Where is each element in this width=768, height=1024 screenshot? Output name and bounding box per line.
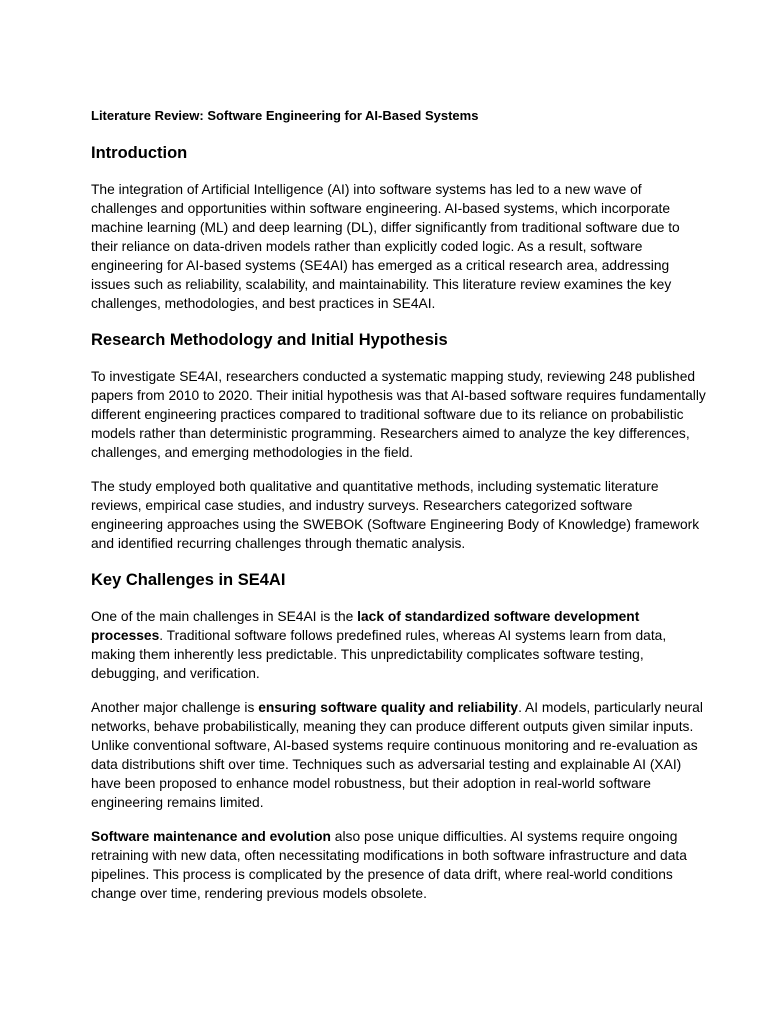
section-challenges xyxy=(91,569,708,903)
challenges-paragraph-3 xyxy=(91,827,708,903)
challenges-paragraph-1 xyxy=(91,607,708,683)
section-heading-challenges: Key Challenges in SE4AI xyxy=(91,571,286,589)
methodology-paragraph-1: To investigate SE4AI, researchers conducted a systematic mapping study, reviewing 248 published papers from 2010 to 2020. Their initial hypothesis was that AI-based software requires fundamentally different engineering practices compared to traditional software due to its reliance on probabilistic models rather than deterministic programming. Researchers aimed to analyze the key differences, challenges, and emerging methodologies in the field. xyxy=(91,369,706,460)
methodology-paragraph-2: The study employed both qualitative and quantitative methods, including systematic literature reviews, empirical case studies, and industry surveys. Researchers categorized software engineering approaches using the SWEBOK (Software Engineering Body of Knowledge) framework and identified recurring challenges through thematic analysis. xyxy=(91,479,700,551)
section-heading-introduction: Introduction xyxy=(91,144,188,162)
paragraph-text: also pose unique difficulties. AI systems require ongoing retraining with new data, often necessitating modifications in both software infrastructure and data pipelines. This process is complicated by the presence of data drift, where real-world conditions change over time, rendering previous models obsolete. xyxy=(91,829,687,901)
introduction-paragraph: The integration of Artificial Intelligence (AI) into software systems has led to a new wave of challenges and opportunities within software engineering. AI-based systems, which incorporate machine learning (ML) and deep learning (DL), differ significantly from traditional software due to their reliance on data-driven models rather than explicitly coded logic. As a result, software engineering for AI-based systems (SE4AI) has emerged as a critical research area, addressing issues such as reliability, scalability, and maintainability. This literature review examines the key challenges, methodologies, and best practices in SE4AI. xyxy=(91,182,680,311)
paragraph-text: One of the main challenges in SE4AI is the xyxy=(91,609,358,624)
document-title: Literature Review: Software Engineering for AI-Based Systems xyxy=(91,108,479,123)
section-methodology xyxy=(91,329,708,553)
paragraph-text: . Traditional software follows predefined rules, whereas AI systems learn from data, making them inherently less predictable. This unpredictability complicates software testing, debugging, and verification. xyxy=(91,628,667,681)
section-introduction xyxy=(91,142,708,313)
challenges-paragraph-2 xyxy=(91,698,708,812)
paragraph-text: Another major challenge is xyxy=(91,700,259,715)
bold-phrase: Software maintenance and evolution xyxy=(91,829,331,844)
section-heading-methodology: Research Methodology and Initial Hypothesis xyxy=(91,331,448,349)
bold-phrase: ensuring software quality and reliability xyxy=(258,700,519,715)
bold-phrase: lack of standardized software development processes xyxy=(91,609,640,643)
paragraph-text: . AI models, particularly neural networks, behave probabilistically, meaning they can produce different outputs given similar inputs. Unlike conventional software, AI-based systems require continuous monitoring and re-evaluation as data distributions shift over time. Techniques such as adversarial testing and explainable AI (XAI) have been proposed to enhance model robustness, but their adoption in real-world software engineering remains limited. xyxy=(91,700,703,810)
